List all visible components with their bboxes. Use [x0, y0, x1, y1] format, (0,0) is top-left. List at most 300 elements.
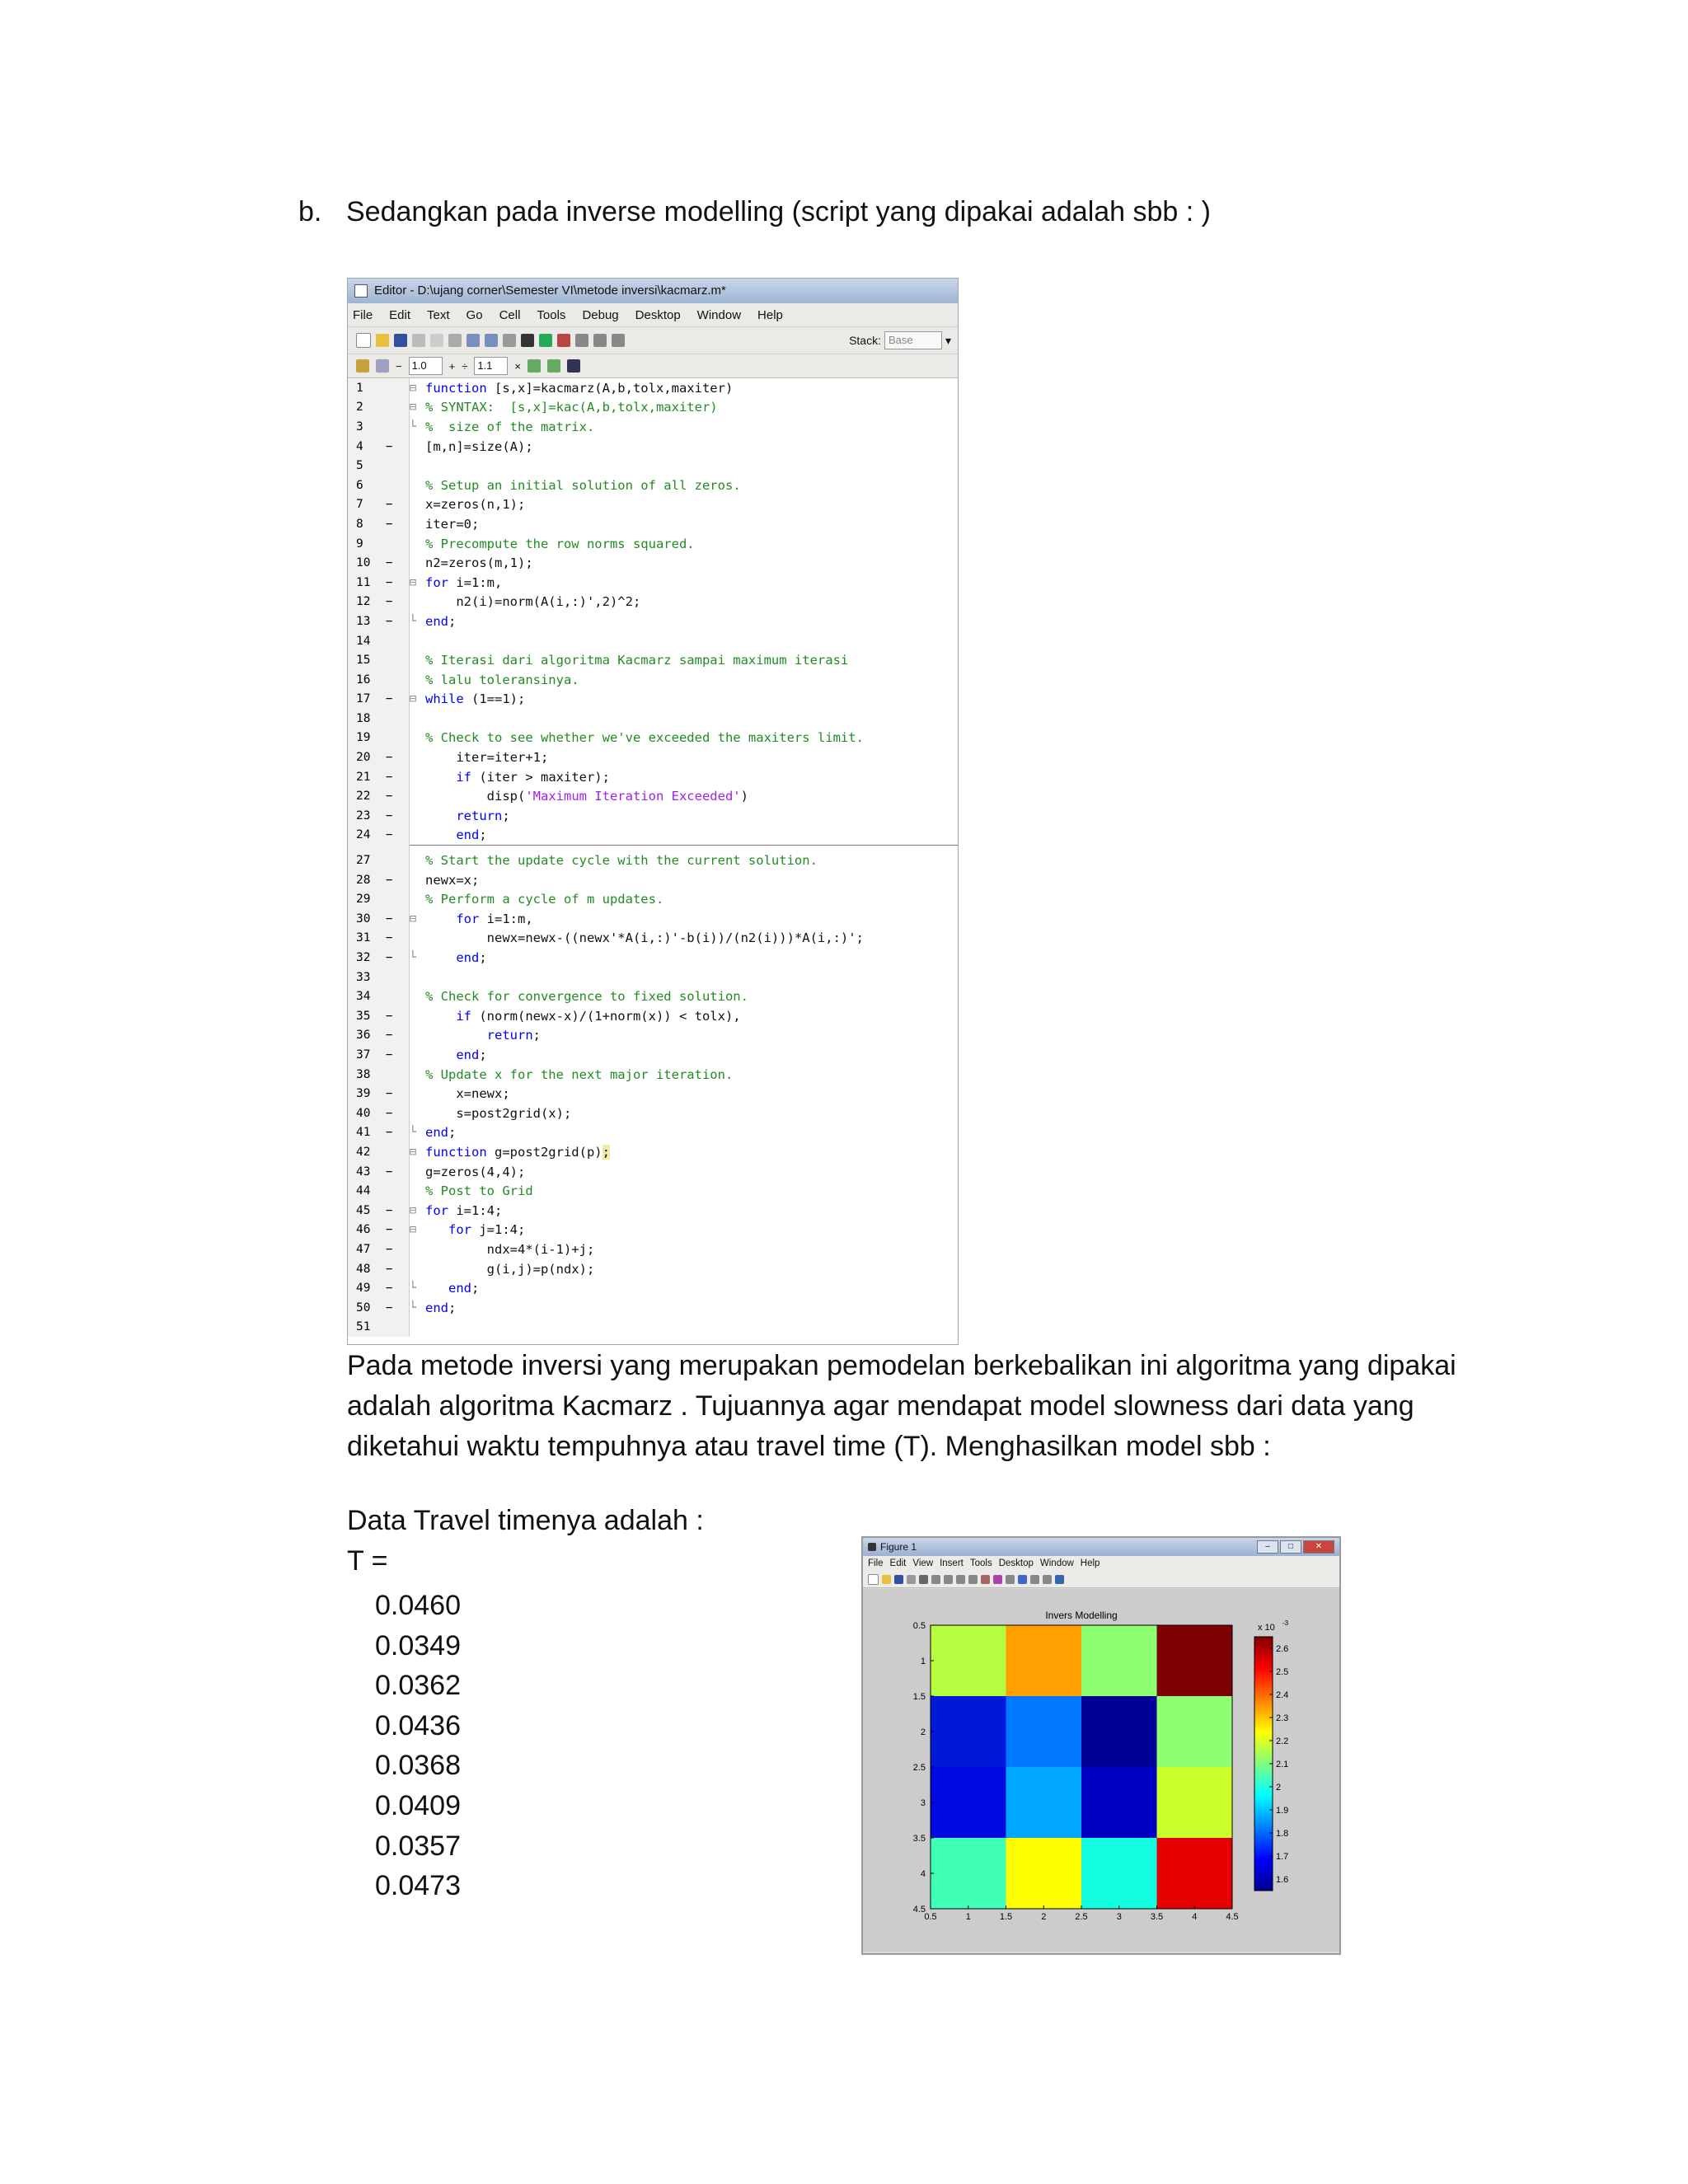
x-tick-label: 3 — [1116, 1912, 1122, 1922]
cell-mode-icon[interactable] — [356, 359, 369, 373]
breakpoint-marker[interactable]: − — [386, 951, 393, 965]
code-text: disp('Maximum Iteration Exceeded') — [425, 789, 748, 804]
line-number: 2 — [356, 401, 363, 415]
close-button[interactable]: ✕ — [1303, 1540, 1334, 1554]
line-number: 31 — [356, 931, 371, 945]
breakpoint-marker[interactable]: − — [386, 1242, 393, 1256]
figure-window-icon — [868, 1543, 876, 1551]
breakpoint-marker[interactable]: − — [386, 517, 393, 531]
fold-icon[interactable]: ⊟ — [409, 1145, 417, 1159]
code-line[interactable] — [348, 1318, 958, 1338]
matlab-editor-screenshot — [347, 278, 959, 1345]
breakpoint-marker[interactable]: − — [386, 751, 393, 765]
code-line[interactable] — [348, 495, 958, 515]
redo-icon[interactable] — [485, 334, 498, 347]
colorbar-tick-label: 1.8 — [1276, 1829, 1289, 1839]
line-number: 35 — [356, 1009, 371, 1023]
rotate-icon[interactable] — [968, 1575, 978, 1584]
divide-button[interactable]: ÷ — [462, 359, 468, 373]
line-number: 22 — [356, 790, 371, 804]
code-line[interactable] — [348, 987, 958, 1006]
print-icon[interactable] — [907, 1575, 916, 1584]
code-text: iter=0; — [425, 516, 480, 532]
save-icon[interactable] — [894, 1575, 903, 1584]
heading-text: Sedangkan pada inverse modelling (script yang dipakai adalah sbb : ) — [346, 196, 1211, 227]
line-number: 5 — [356, 459, 363, 473]
travel-time-value: 0.0368 — [375, 1750, 461, 1782]
code-text: iter=iter+1; — [425, 750, 549, 766]
breakpoint-marker[interactable]: − — [386, 1282, 393, 1296]
cell-value-input-2[interactable]: 1.1 — [474, 357, 508, 375]
print-icon[interactable] — [503, 334, 516, 347]
find-icon[interactable] — [521, 334, 534, 347]
heatmap-cell — [1157, 1696, 1233, 1767]
editor-menu-cell[interactable]: Cell — [499, 307, 521, 322]
line-number: 20 — [356, 751, 371, 765]
heatmap-cell — [1081, 1696, 1157, 1767]
code-text: n2=zeros(m,1); — [425, 555, 533, 571]
line-number: 43 — [356, 1165, 371, 1179]
code-line[interactable] — [348, 514, 958, 534]
code-text: return; — [456, 808, 510, 823]
line-number: 44 — [356, 1184, 371, 1198]
line-number: 3 — [356, 419, 363, 434]
code-line[interactable] — [348, 909, 958, 929]
y-tick-label: 1.5 — [912, 1692, 926, 1702]
breakpoint-marker[interactable]: − — [386, 498, 393, 512]
new-figure-icon[interactable] — [868, 1574, 879, 1585]
breakpoint-marker[interactable]: − — [386, 912, 393, 926]
colorbar-exponent: x 10 — [1258, 1623, 1275, 1633]
breakpoint-icon[interactable] — [557, 334, 570, 347]
show-plot-tools-icon[interactable] — [1055, 1575, 1064, 1584]
code-text: g(i,j)=p(ndx); — [425, 1261, 595, 1277]
pan-icon[interactable] — [956, 1575, 965, 1584]
line-number: 50 — [356, 1301, 371, 1315]
breakpoint-marker[interactable]: − — [386, 790, 393, 804]
code-text: if (norm(newx-x)/(1+norm(x)) < tolx), — [456, 1008, 741, 1024]
editor-menu-file[interactable]: File — [353, 307, 373, 322]
breakpoint-marker[interactable]: − — [386, 692, 393, 706]
code-line[interactable] — [348, 748, 958, 767]
figure-menu-desktop[interactable]: Desktop — [998, 1558, 1034, 1568]
zoom-in-icon[interactable] — [931, 1575, 940, 1584]
x-tick-label: 2.5 — [1075, 1912, 1088, 1922]
line-number: 41 — [356, 1126, 371, 1140]
x-tick-label: 4 — [1192, 1912, 1198, 1922]
figure-menu-edit[interactable]: Edit — [889, 1558, 907, 1568]
breakpoint-marker[interactable]: − — [386, 1223, 393, 1237]
line-number: 15 — [356, 654, 371, 668]
line-number: 14 — [356, 634, 371, 648]
x-tick-label: 1.5 — [999, 1912, 1013, 1922]
line-number: 47 — [356, 1242, 371, 1256]
line-number: 24 — [356, 828, 371, 842]
figure-menu-help[interactable]: Help — [1080, 1558, 1100, 1568]
figure-menu-file[interactable]: File — [868, 1558, 884, 1568]
line-number: 49 — [356, 1282, 371, 1296]
code-text: end; — [456, 1047, 487, 1062]
code-line[interactable] — [348, 534, 958, 554]
editor-menu-tools[interactable]: Tools — [537, 307, 566, 322]
line-number: 42 — [356, 1145, 371, 1159]
code-line[interactable] — [348, 1278, 958, 1298]
line-number: 4 — [356, 439, 363, 453]
code-text: x=newx; — [425, 1086, 510, 1102]
travel-time-value: 0.0436 — [375, 1709, 461, 1741]
code-line[interactable] — [348, 968, 958, 987]
breakpoint-marker[interactable]: − — [386, 614, 393, 628]
travel-time-value: 0.0409 — [375, 1789, 461, 1821]
breakpoint-marker[interactable]: − — [386, 1126, 393, 1140]
code-line[interactable] — [348, 553, 958, 573]
figure-menu-view[interactable]: View — [912, 1558, 934, 1568]
line-number: 28 — [356, 873, 371, 887]
code-line[interactable] — [348, 1298, 958, 1318]
code-line[interactable] — [348, 1240, 958, 1259]
code-line[interactable] — [348, 476, 958, 495]
line-number: 7 — [356, 498, 363, 512]
heatmap-cell — [931, 1625, 1006, 1696]
breakpoint-marker[interactable]: − — [386, 1047, 393, 1062]
colorbar-tick-label: 2 — [1276, 1783, 1282, 1793]
code-text: return; — [486, 1028, 541, 1043]
code-text: end; — [425, 1300, 457, 1315]
cell-eval-icon[interactable] — [376, 359, 389, 373]
code-text: % Start the update cycle with the current solution. — [425, 853, 818, 869]
breakpoint-marker[interactable]: − — [386, 575, 393, 589]
matlab-figure-window — [861, 1536, 1341, 1955]
cell-value-input-1[interactable]: 1.0 — [409, 357, 443, 375]
maximize-button[interactable]: □ — [1280, 1540, 1301, 1554]
multiply-button[interactable]: × — [514, 359, 521, 373]
code-line[interactable] — [348, 1065, 958, 1085]
link-icon[interactable] — [1006, 1575, 1015, 1584]
travel-time-list — [375, 1586, 461, 1906]
colorbar-tick-label: 1.9 — [1276, 1806, 1289, 1816]
fold-icon[interactable]: ⊟ — [409, 692, 417, 706]
editor-titlebar — [348, 279, 958, 303]
code-line[interactable] — [348, 709, 958, 729]
line-number: 9 — [356, 537, 363, 551]
colorbar-tick-label: 1.7 — [1276, 1852, 1289, 1862]
pointer-icon[interactable] — [919, 1575, 928, 1584]
y-tick-label: 1 — [920, 1657, 926, 1666]
breakpoint-marker[interactable]: − — [386, 1029, 393, 1043]
code-line[interactable] — [348, 826, 958, 846]
code-line[interactable] — [348, 456, 958, 476]
editor-menubar — [348, 303, 958, 327]
line-number: 27 — [356, 854, 371, 868]
colorbar-tick-label: 2.4 — [1276, 1690, 1289, 1700]
code-line[interactable] — [348, 786, 958, 806]
code-text: end; — [456, 950, 487, 966]
hide-plot-tools-icon[interactable] — [1043, 1575, 1052, 1584]
code-text: % Check to see whether we've exceeded the maxiters limit. — [425, 730, 864, 746]
travel-time-value: 0.0362 — [375, 1670, 461, 1702]
code-line[interactable] — [348, 1026, 958, 1046]
fold-icon[interactable]: ⊟ — [409, 401, 417, 415]
code-line[interactable] — [348, 870, 958, 890]
heatmap-cell — [1157, 1838, 1233, 1909]
code-line[interactable] — [348, 851, 958, 870]
cell-divider — [409, 845, 958, 851]
line-number: 6 — [356, 478, 363, 492]
data-cursor-icon[interactable] — [981, 1575, 990, 1584]
breakpoint-marker[interactable]: − — [386, 595, 393, 609]
colorbar-tick-label: 2.3 — [1276, 1713, 1289, 1723]
code-line[interactable] — [348, 729, 958, 748]
code-text: % Iterasi dari algoritma Kacmarz sampai maximum iterasi — [425, 653, 849, 668]
line-number: 13 — [356, 614, 371, 628]
heatmap-cell — [1006, 1696, 1082, 1767]
code-text: % lalu toleransinya. — [425, 672, 579, 687]
heatmap-cell — [1081, 1625, 1157, 1696]
code-text: % Setup an initial solution of all zeros. — [425, 477, 741, 493]
code-text: end; — [456, 827, 487, 843]
code-text: if (iter > maxiter); — [456, 769, 610, 785]
line-number: 32 — [356, 951, 371, 965]
paste-icon[interactable] — [448, 334, 462, 347]
heatmap-cell — [1006, 1838, 1082, 1909]
line-number: 34 — [356, 990, 371, 1004]
stack-selector[interactable] — [849, 331, 958, 349]
line-number: 17 — [356, 692, 371, 706]
code-text: for i=1:m, — [425, 574, 503, 590]
y-tick-label: 0.5 — [912, 1621, 926, 1631]
heatmap-cell — [931, 1696, 1006, 1767]
code-line[interactable] — [348, 417, 958, 437]
breakpoint-marker[interactable]: − — [386, 828, 393, 842]
y-tick-label: 3 — [920, 1798, 926, 1808]
new-file-icon[interactable] — [356, 333, 371, 348]
fold-icon: └ — [409, 1282, 417, 1296]
editor-menu-text[interactable]: Text — [427, 307, 450, 322]
comment-icon[interactable] — [528, 359, 541, 373]
code-line[interactable] — [348, 670, 958, 690]
line-number: 21 — [356, 770, 371, 784]
breakpoint-marker[interactable]: − — [386, 873, 393, 887]
line-number: 37 — [356, 1047, 371, 1062]
travel-time-value: 0.0460 — [375, 1590, 461, 1621]
code-line[interactable] — [348, 593, 958, 612]
editor-menu-go[interactable]: Go — [466, 307, 483, 322]
copy-icon[interactable] — [430, 334, 443, 347]
increment-button[interactable]: + — [448, 359, 456, 373]
code-line[interactable] — [348, 1006, 958, 1026]
editor-menu-help[interactable]: Help — [757, 307, 783, 322]
colorbar-tick-label: 2.6 — [1276, 1644, 1289, 1654]
code-text: function g=post2grid(p); — [425, 1144, 610, 1160]
y-tick-label: 2.5 — [912, 1763, 926, 1773]
breakpoint-marker[interactable]: − — [386, 1262, 393, 1276]
save-icon[interactable] — [394, 334, 407, 347]
code-line[interactable] — [348, 1123, 958, 1143]
code-text: newx=x; — [425, 872, 480, 888]
line-number: 10 — [356, 556, 371, 570]
code-text: end; — [425, 613, 457, 629]
stack-label: Stack: — [849, 334, 881, 347]
code-line[interactable] — [348, 631, 958, 651]
breakpoint-marker[interactable]: − — [386, 808, 393, 823]
heatmap-cell — [1081, 1767, 1157, 1838]
line-number: 11 — [356, 575, 371, 589]
breakpoint-marker[interactable]: − — [386, 931, 393, 945]
heatmap-cell — [931, 1767, 1006, 1838]
heatmap-cell — [1157, 1625, 1233, 1696]
editor-toolbar — [348, 327, 958, 354]
code-line[interactable] — [348, 1162, 958, 1182]
colorbar-icon[interactable] — [1018, 1575, 1027, 1584]
fold-icon: └ — [409, 614, 417, 628]
code-line[interactable] — [348, 1142, 958, 1162]
code-text: n2(i)=norm(A(i,:)',2)^2; — [425, 594, 641, 610]
step-out-icon[interactable] — [612, 334, 625, 347]
help-icon[interactable] — [567, 359, 580, 373]
code-line[interactable] — [348, 690, 958, 710]
undo-icon[interactable] — [467, 334, 480, 347]
code-text: % Post to Grid — [425, 1183, 533, 1199]
code-line[interactable] — [348, 929, 958, 949]
heatmap-cell — [1157, 1767, 1233, 1838]
zoom-out-icon[interactable] — [944, 1575, 953, 1584]
step-in-icon[interactable] — [593, 334, 607, 347]
code-line[interactable] — [348, 398, 958, 418]
code-text: for i=1:m, — [456, 911, 533, 926]
editor-menu-window[interactable]: Window — [696, 307, 742, 322]
breakpoint-marker[interactable]: − — [386, 1009, 393, 1023]
run-icon[interactable] — [539, 334, 552, 347]
code-line[interactable] — [348, 767, 958, 787]
x-tick-label: 3.5 — [1150, 1912, 1164, 1922]
code-text: x=zeros(n,1); — [425, 497, 526, 513]
y-tick-label: 4 — [920, 1869, 926, 1879]
fold-icon[interactable]: ⊟ — [409, 1203, 417, 1217]
chevron-down-icon[interactable]: ▾ — [945, 333, 951, 347]
line-number: 33 — [356, 970, 371, 984]
y-tick-label: 3.5 — [912, 1834, 926, 1844]
fold-icon[interactable]: ⊟ — [409, 575, 417, 589]
code-text: function [s,x]=kacmarz(A,b,tolx,maxiter) — [425, 380, 734, 396]
code-text: % Perform a cycle of m updates. — [425, 892, 664, 907]
editor-window-icon — [354, 284, 368, 298]
heatmap-cell — [931, 1838, 1006, 1909]
y-tick-label: 4.5 — [912, 1905, 926, 1915]
code-line[interactable] — [348, 1181, 958, 1201]
line-number: 18 — [356, 711, 371, 725]
breakpoint-marker[interactable]: − — [386, 1087, 393, 1101]
fold-icon: └ — [409, 951, 417, 965]
code-text: end; — [425, 1125, 457, 1141]
editor-menu-edit[interactable]: Edit — [389, 307, 411, 322]
stack-dropdown[interactable]: Base — [884, 331, 942, 349]
code-line[interactable] — [348, 1201, 958, 1221]
step-icon[interactable] — [575, 334, 588, 347]
decrement-button[interactable]: − — [396, 359, 402, 373]
code-line[interactable] — [348, 650, 958, 670]
open-folder-icon[interactable] — [376, 334, 389, 347]
figure-menu-window[interactable]: Window — [1039, 1558, 1074, 1568]
figure-title: Figure 1 — [880, 1541, 917, 1553]
minimize-button[interactable]: – — [1257, 1540, 1278, 1554]
code-text: for i=1:4; — [425, 1202, 503, 1218]
editor-menu-desktop[interactable]: Desktop — [635, 307, 681, 322]
heatmap-chart — [863, 1589, 1339, 1952]
open-icon[interactable] — [882, 1575, 891, 1584]
t-label: T = — [347, 1545, 388, 1577]
line-number: 45 — [356, 1203, 371, 1217]
fold-icon[interactable]: ⊟ — [409, 912, 417, 926]
code-text: g=zeros(4,4); — [425, 1164, 526, 1179]
code-line[interactable] — [348, 1084, 958, 1104]
colorbar-tick-label: 2.5 — [1276, 1667, 1289, 1677]
uncomment-icon[interactable] — [547, 359, 560, 373]
figure-menu-tools[interactable]: Tools — [969, 1558, 992, 1568]
breakpoint-marker[interactable]: − — [386, 556, 393, 570]
code-text: while (1==1); — [425, 691, 526, 707]
figure-menu-insert[interactable]: Insert — [940, 1558, 964, 1568]
breakpoint-marker[interactable]: − — [386, 1301, 393, 1315]
line-number: 19 — [356, 731, 371, 745]
code-line[interactable] — [348, 1221, 958, 1240]
fold-icon[interactable]: ⊟ — [409, 381, 417, 395]
code-text: [m,n]=size(A); — [425, 438, 533, 454]
legend-icon[interactable] — [1030, 1575, 1039, 1584]
y-tick-label: 2 — [920, 1727, 926, 1737]
fold-icon: └ — [409, 1301, 417, 1315]
code-line[interactable] — [348, 573, 958, 593]
code-text: ndx=4*(i-1)+j; — [425, 1241, 595, 1257]
heatmap-cell — [1006, 1767, 1082, 1838]
brush-icon[interactable] — [993, 1575, 1002, 1584]
code-text: % SYNTAX: [s,x]=kac(A,b,tolx,maxiter) — [425, 400, 718, 415]
heatmap-cell — [1006, 1625, 1082, 1696]
cut-icon[interactable] — [412, 334, 425, 347]
code-line[interactable] — [348, 889, 958, 909]
code-line[interactable] — [348, 437, 958, 457]
breakpoint-marker[interactable]: − — [386, 770, 393, 784]
code-area[interactable] — [348, 378, 958, 1337]
line-number: 46 — [356, 1223, 371, 1237]
chart-title: Invers Modelling — [1045, 1610, 1118, 1621]
editor-menu-debug[interactable]: Debug — [582, 307, 619, 322]
x-tick-label: 1 — [965, 1912, 971, 1922]
code-line[interactable] — [348, 806, 958, 826]
code-text: % Update x for the next major iteration. — [425, 1066, 734, 1082]
fold-icon[interactable]: ⊟ — [409, 1223, 417, 1237]
breakpoint-marker[interactable]: − — [386, 1165, 393, 1179]
colorbar-tick-label: 2.1 — [1276, 1760, 1289, 1769]
line-number: 29 — [356, 893, 371, 907]
code-line[interactable] — [348, 948, 958, 968]
breakpoint-marker[interactable]: − — [386, 1203, 393, 1217]
code-line[interactable] — [348, 1045, 958, 1065]
heatmap-cell — [1081, 1838, 1157, 1909]
data-title: Data Travel timenya adalah : — [347, 1505, 704, 1536]
line-number: 40 — [356, 1106, 371, 1120]
line-number: 39 — [356, 1087, 371, 1101]
code-line[interactable] — [348, 378, 958, 398]
figure-menubar — [863, 1556, 1339, 1571]
code-line[interactable] — [348, 1259, 958, 1279]
code-line[interactable] — [348, 612, 958, 631]
travel-time-value: 0.0357 — [375, 1830, 461, 1862]
line-number: 48 — [356, 1262, 371, 1276]
code-text: % Precompute the row norms squared. — [425, 536, 695, 551]
breakpoint-marker[interactable]: − — [386, 1106, 393, 1120]
code-line[interactable] — [348, 1104, 958, 1123]
breakpoint-marker[interactable]: − — [386, 439, 393, 453]
